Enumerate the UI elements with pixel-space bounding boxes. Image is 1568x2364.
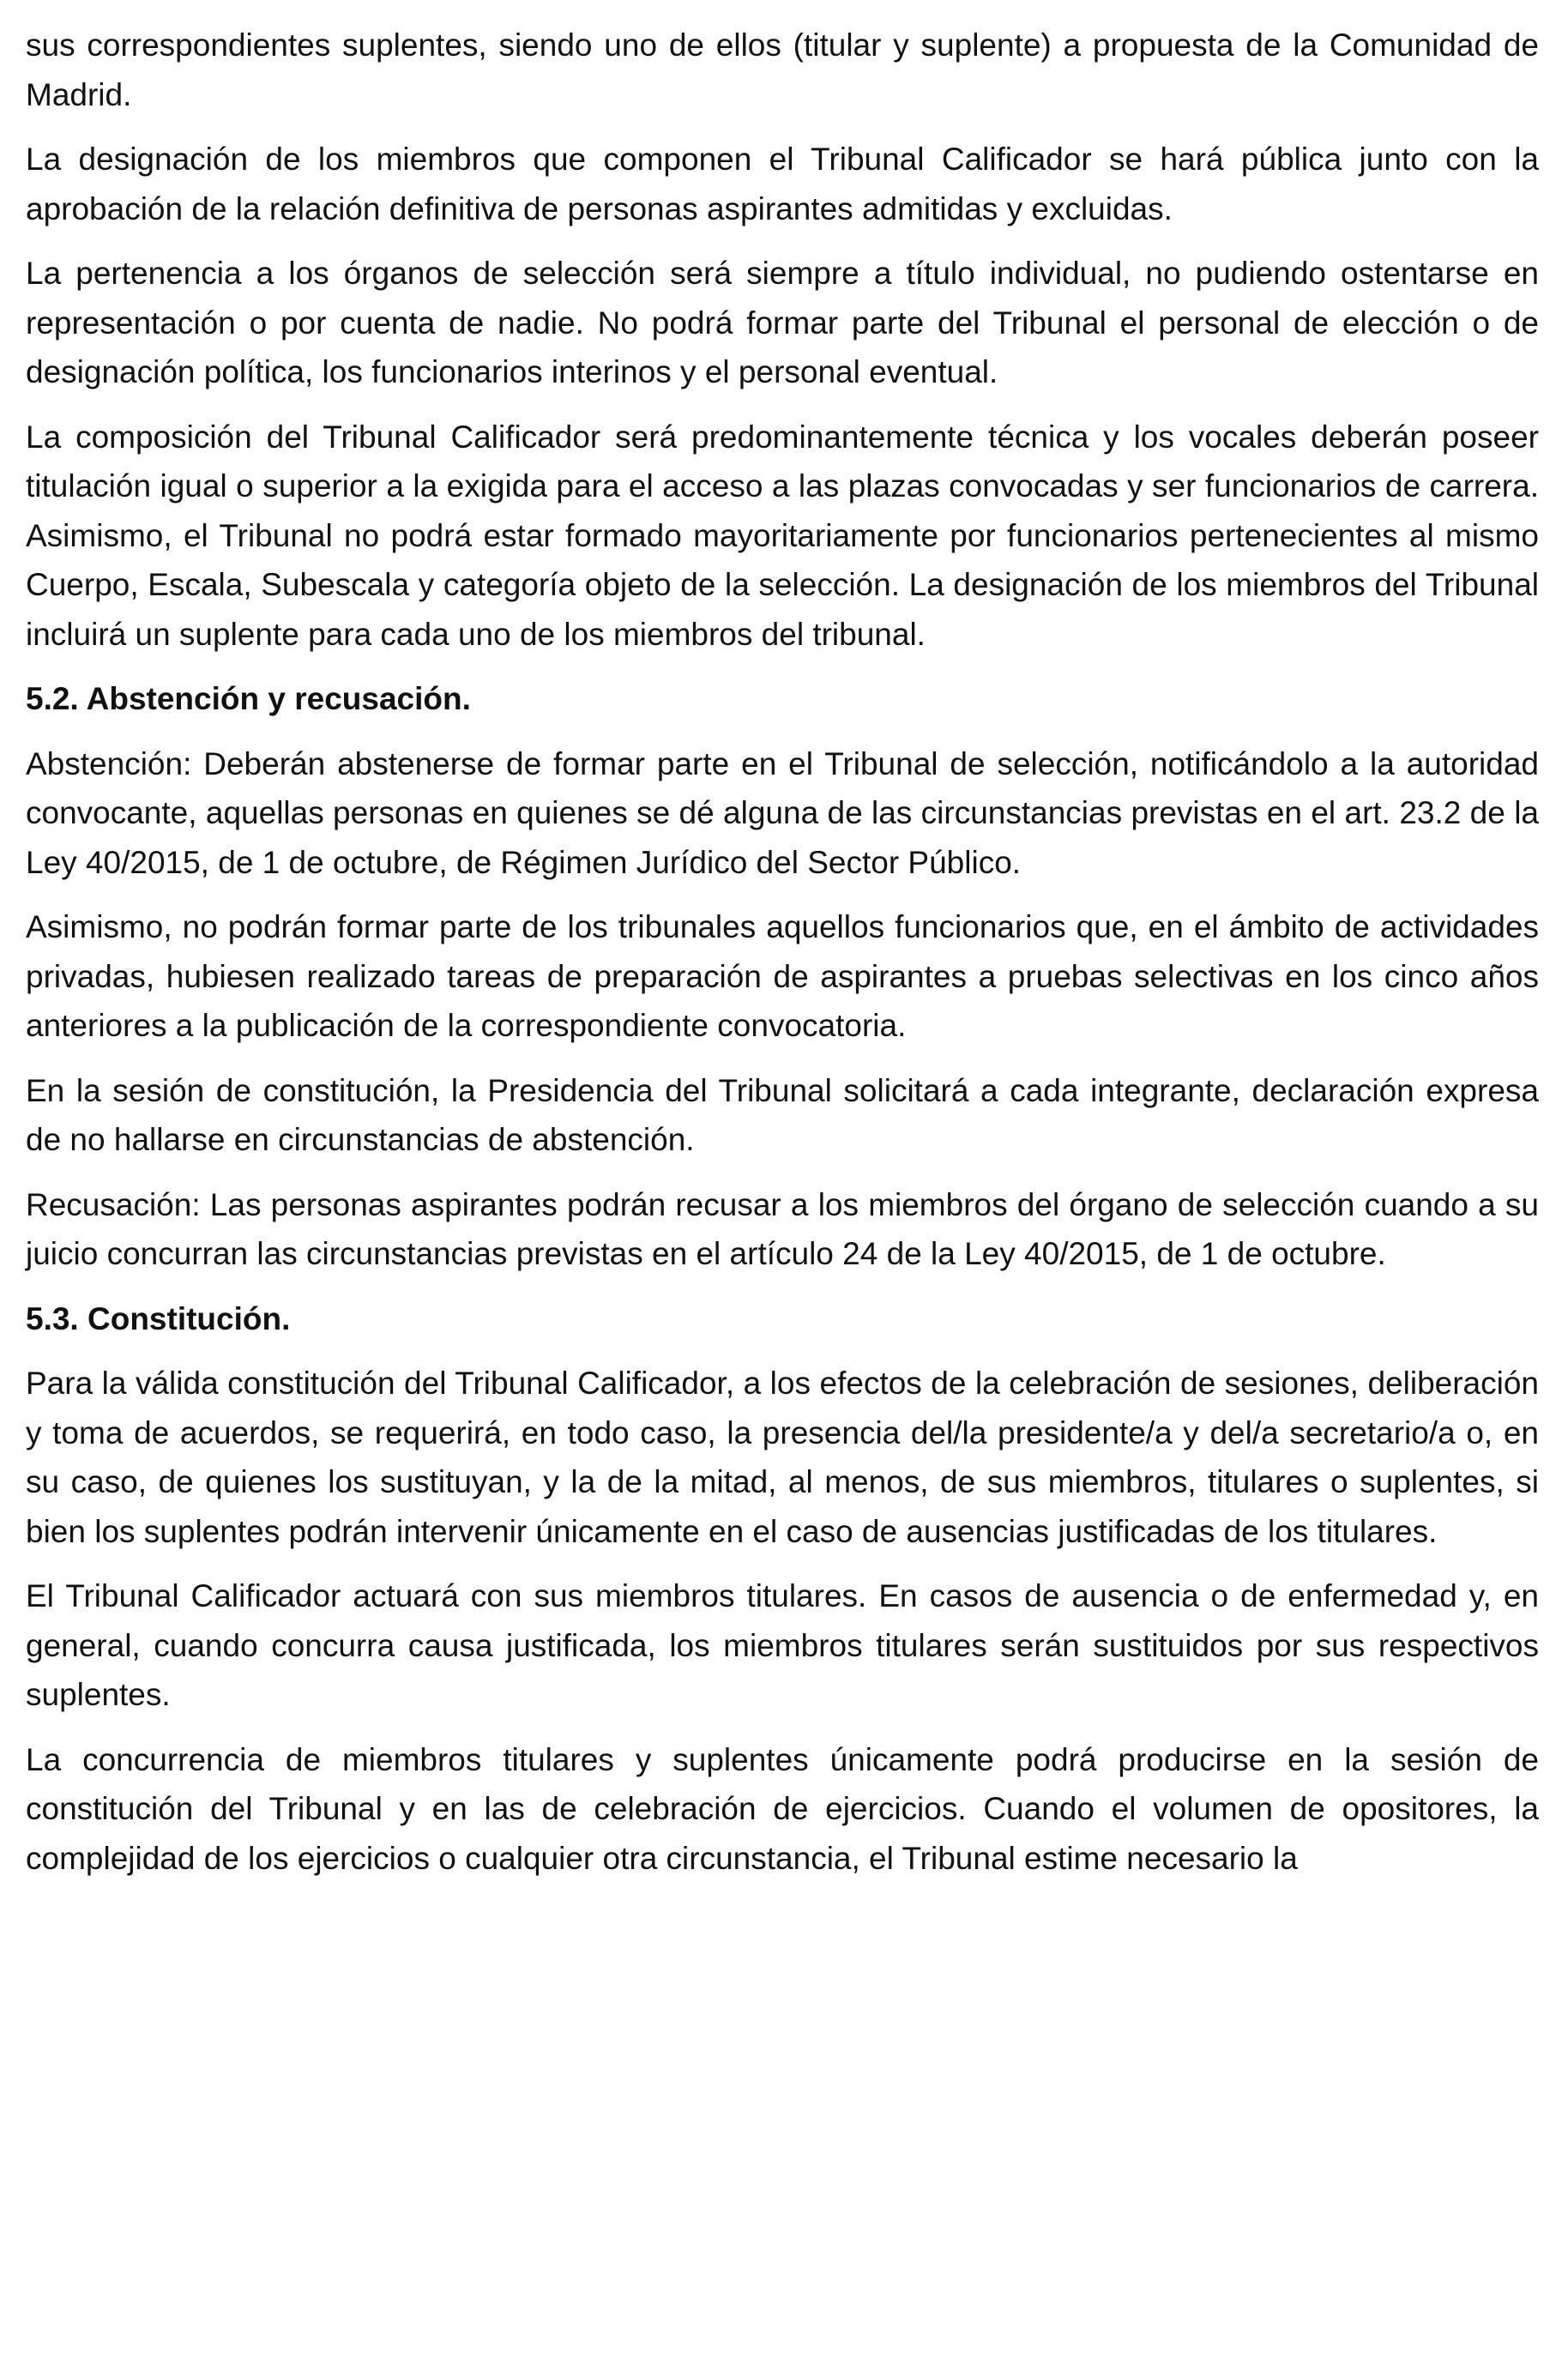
paragraph-recusacion: Recusación: Las personas aspirantes podrán recusar a los miembros del órgano de selección cuando a su juicio concurran las circunstancias previstas en el artículo 24 de la Ley 40/2015, de 1 de octubre. [26, 1186, 1539, 1271]
paragraph-suplentes-madrid: sus correspondientes suplentes, siendo uno de ellos (titular y suplente) a propuesta de la Comunidad de Madrid. [26, 27, 1539, 112]
paragraph-abstencion: Abstención: Deberán abstenerse de formar parte en el Tribunal de selección, notificándolo a la autoridad convocante, aquellas personas en quienes se dé alguna de las circunstancias previstas en el art. 23.2 de la Ley 40/2015, de 1 de octubre, de Régimen Jurídico del Sector Público. [26, 745, 1539, 880]
document-page [26, 21, 1539, 1898]
paragraph-concurrencia-miembros: La concurrencia de miembros titulares y suplentes únicamente podrá producirse en la sesión de constitución del Tribunal y en las de celebración de ejercicios. Cuando el volumen de opositores, la complejidad de los ejercicios o cualquier otra circunstancia, el Tribunal estime necesario la [26, 1741, 1539, 1876]
paragraph-asimismo-tribunales: Asimismo, no podrán formar parte de los tribunales aquellos funcionarios que, en el ámbito de actividades privadas, hubiesen realizado tareas de preparación de aspirantes a pruebas selectivas en los cinco años anteriores a la publicación de la correspondiente convocatoria. [26, 909, 1539, 1043]
paragraph-pertenencia-individual: La pertenencia a los órganos de selección será siempre a título individual, no pudiendo ostentarse en representación o por cuenta de nadie. No podrá formar parte del Tribunal el personal de elección o de designación política, los funcionarios interinos y el personal eventual. [26, 256, 1539, 389]
paragraph-sesion-constitucion: En la sesión de constitución, la Presidencia del Tribunal solicitará a cada integrante, declaración expresa de no hallarse en circunstancias de abstención. [26, 1072, 1539, 1157]
paragraph-valida-constitucion: Para la válida constitución del Tribunal Calificador, a los efectos de la celebración de sesiones, deliberación y toma de acuerdos, se requerirá, en todo caso, la presencia del/la presidente/a y del/a secretario/a o, en su caso, de quienes los sustituyan, y la de la mitad, al menos, de sus miembros, titulares o suplentes, si bien los suplentes podrán intervenir únicamente en el caso de ausencias justificadas de los titulares. [26, 1366, 1539, 1549]
paragraph-designacion-publica: La designación de los miembros que componen el Tribunal Calificador se hará pública junto con la aprobación de la relación definitiva de personas aspirantes admitidas y excluidas. [26, 142, 1539, 226]
paragraph-composicion-tribunal: La composición del Tribunal Calificador será predominantemente técnica y los vocales deberán poseer titulación igual o superior a la exigida para el acceso a las plazas convocadas y ser funcionarios de carrera. Asimismo, el Tribunal no podrá estar formado mayoritariamente por funcionarios pertenecientes al mismo Cuerpo, Escala, Subescala y categoría objeto de la selección. La designación de los miembros del Tribunal incluirá un suplente para cada uno de los miembros del tribunal. [26, 419, 1539, 652]
section-heading-abstencion-recusacion: 5.2. Abstención y recusación. [26, 681, 471, 716]
section-heading-constitucion: 5.3. Constitución. [26, 1300, 291, 1336]
paragraph-miembros-titulares: El Tribunal Calificador actuará con sus miembros titulares. En casos de ausencia o de enfermedad y, en general, cuando concurra causa justificada, los miembros titulares serán sustituidos por sus respectivos suplentes. [26, 1578, 1539, 1712]
